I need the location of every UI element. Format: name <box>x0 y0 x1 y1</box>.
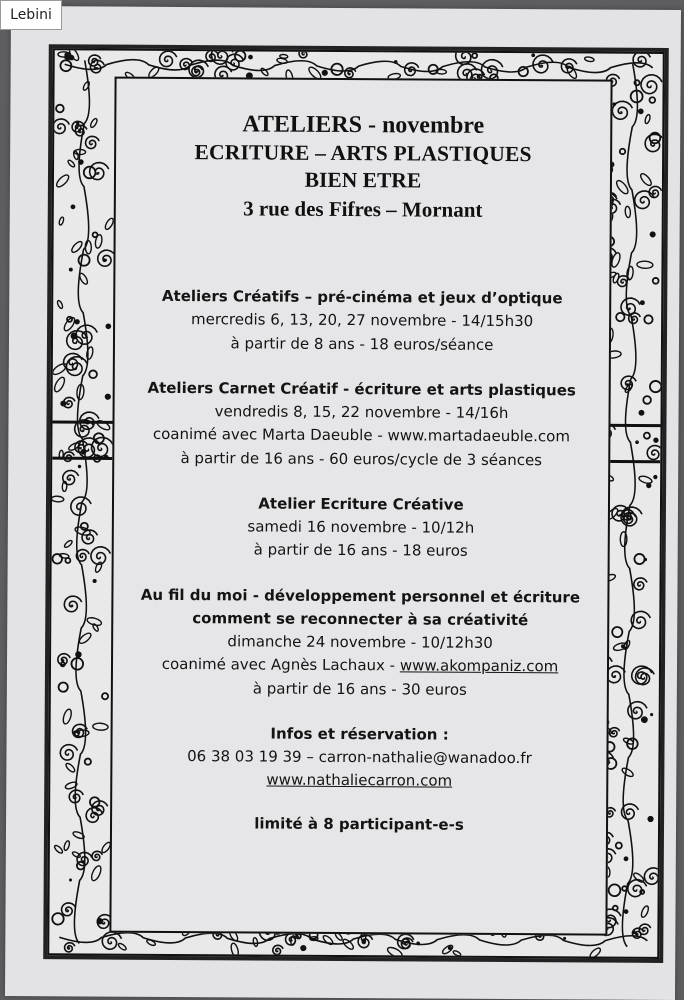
ornament-shape <box>452 950 461 957</box>
ornament-shape <box>69 55 75 61</box>
ornament-shape <box>89 118 98 129</box>
ornament-shape <box>640 300 645 305</box>
ornament-shape <box>644 433 650 439</box>
ornament-shape <box>650 231 656 237</box>
ornament-shape <box>626 266 634 280</box>
ornament-shape <box>624 856 629 861</box>
ornament-shape <box>71 332 78 339</box>
ornament-shape <box>622 886 627 891</box>
ornament-shape <box>73 150 79 160</box>
ornament-shape <box>441 944 454 955</box>
ornament-shape <box>322 934 334 946</box>
ornament-shape <box>71 204 76 209</box>
ornament-shape <box>53 376 67 393</box>
ornament-shape <box>53 119 69 134</box>
ornament-shape <box>93 579 97 583</box>
workshop-cohost <box>113 653 607 679</box>
participant-limit: limité à 8 participant-e-s <box>254 813 464 834</box>
ornament-shape <box>70 240 84 254</box>
workshop-section-4 <box>113 583 608 702</box>
ornament-shape <box>60 745 77 761</box>
ornament-shape <box>63 539 73 548</box>
ornament-shape <box>64 596 82 612</box>
workshop-price: à partir de 16 ans - 30 euros <box>252 678 467 699</box>
ornament-shape <box>322 70 328 76</box>
ornament-shape <box>649 97 655 103</box>
ornament-shape <box>55 173 71 189</box>
ornament-shape <box>56 300 63 309</box>
flyer-content <box>109 77 612 936</box>
ornament-shape <box>92 851 102 860</box>
akompaniz-link[interactable]: www.akompaniz.com <box>399 656 559 676</box>
ornament-shape <box>639 410 645 416</box>
ornament-shape <box>624 909 629 914</box>
ornament-shape <box>61 903 75 916</box>
ornament-shape <box>616 313 624 321</box>
ornament-shape <box>69 790 83 803</box>
ornament-shape <box>650 381 661 392</box>
ornament-shape <box>653 278 659 284</box>
ornament-shape <box>613 102 617 106</box>
ornament-shape <box>67 159 76 168</box>
workshop-subtitle: comment se reconnecter à sa créativité <box>192 608 529 629</box>
website-link[interactable]: www.nathaliecarron.com <box>266 770 453 790</box>
ornament-shape <box>89 370 97 378</box>
ornament-shape <box>230 942 240 956</box>
ornament-shape <box>637 261 653 269</box>
ornament-shape <box>563 937 566 940</box>
ornament-shape <box>86 346 94 359</box>
workshop-title: Atelier Ecriture Créative <box>258 494 464 514</box>
ornament-shape <box>146 939 156 947</box>
ornament-shape <box>65 558 70 563</box>
title-line-1: ATELIERS - novembre <box>242 111 485 139</box>
workshop-dates: samedi 16 novembre - 10/12h <box>247 517 475 537</box>
ornament-shape <box>63 470 79 484</box>
ornament-shape <box>160 51 177 67</box>
ornament-shape <box>345 68 356 78</box>
workshop-cohost: coanimé avec Marta Daeuble - www.martadaeuble.com <box>152 425 571 446</box>
workshop-dates: vendredis 8, 15, 22 novembre - 14/16h <box>214 402 509 423</box>
ornament-shape <box>78 255 89 266</box>
info-heading: Infos et réservation : <box>270 724 449 744</box>
ornament-shape <box>607 666 626 683</box>
ornament-shape <box>117 942 127 951</box>
ornament-shape <box>644 114 651 124</box>
ornament-shape <box>69 268 73 272</box>
ornament-shape <box>644 315 652 323</box>
ornament-shape <box>80 449 86 455</box>
workshop-title: Au fil du moi - développement personnel et écriture <box>140 585 581 606</box>
ornament-shape <box>78 465 81 468</box>
ornament-shape <box>65 762 76 773</box>
ornament-shape <box>416 941 420 945</box>
title-line-2: ECRITURE – ARTS PLASTIQUES <box>194 140 532 167</box>
workshop-title: Ateliers Carnet Créatif - écriture et arts plastiques <box>147 378 576 400</box>
ornament-shape <box>273 945 283 954</box>
ornament-shape <box>647 816 653 822</box>
ornament-shape <box>634 554 644 564</box>
ornament-shape <box>90 864 103 881</box>
ornament-shape <box>51 496 64 502</box>
ornament-shape <box>85 136 99 148</box>
title-address: 3 rue des Fifres – Mornant <box>243 196 483 222</box>
ornament-shape <box>52 420 112 423</box>
ornament-shape <box>102 693 108 699</box>
ornament-shape <box>621 298 640 315</box>
ornament-shape <box>75 651 82 658</box>
ornament-shape <box>62 708 73 725</box>
ornament-shape <box>53 844 63 854</box>
flyer-paper <box>5 6 681 1000</box>
ornament-shape <box>589 947 602 957</box>
ornament-shape <box>643 396 651 404</box>
ornament-shape <box>653 438 658 443</box>
flyer-title <box>116 109 611 224</box>
workshop-dates: mercredis 6, 13, 20, 27 novembre - 14/15h30 <box>190 310 534 331</box>
cohost-prefix: coanimé avec Agnès Lachaux - <box>161 655 400 675</box>
ornament-shape <box>632 872 645 884</box>
ornament-shape <box>105 394 111 400</box>
ornament-shape <box>52 554 62 564</box>
ornament-shape <box>97 918 103 924</box>
workshop-price: à partir de 16 ans - 60 euros/cycle de 3 séances <box>180 448 543 469</box>
ornament-shape <box>609 884 621 896</box>
ornament-shape <box>394 60 398 64</box>
ornament-shape <box>638 109 644 115</box>
ornament-shape <box>635 440 639 444</box>
ornament-shape <box>632 930 636 934</box>
ornament-shape <box>62 316 76 332</box>
ornament-shape <box>647 445 663 459</box>
ornament-shape <box>584 56 594 62</box>
ornament-shape <box>612 627 622 637</box>
workshop-section-2 <box>114 376 609 472</box>
ornament-shape <box>300 945 306 951</box>
ornament-shape <box>253 937 259 947</box>
info-section <box>112 721 606 794</box>
ornament-shape <box>65 943 75 952</box>
ornament-shape <box>51 362 68 377</box>
ornament-shape <box>638 475 653 485</box>
ornament-shape <box>59 682 68 691</box>
ornament-shape <box>58 217 64 226</box>
ornament-shape <box>641 716 648 723</box>
ornament-shape <box>60 401 66 407</box>
ornament-shape <box>641 75 662 94</box>
workshop-price: à partir de 8 ans - 18 euros/séance <box>230 333 494 354</box>
contact-line: 06 38 03 19 39 – carron-nathalie@wanadoo.fr <box>187 747 532 768</box>
ornament-shape <box>85 759 91 765</box>
ornament-shape <box>646 483 651 488</box>
ornament-shape <box>625 206 631 218</box>
ornament-shape <box>86 616 102 627</box>
workshop-section-3 <box>114 491 608 564</box>
ornament-shape <box>531 53 535 57</box>
ornament-shape <box>635 191 655 209</box>
ornament-shape <box>63 840 70 851</box>
ornament-shape <box>620 532 627 547</box>
ornament-shape <box>644 868 662 885</box>
watermark-logo: Lebini <box>0 0 62 30</box>
ornament-shape <box>105 323 111 329</box>
ornament-shape <box>52 457 112 460</box>
workshop-dates: dimanche 24 novembre - 10/12h30 <box>227 632 493 652</box>
title-line-3: BIEN ETRE <box>304 167 422 193</box>
ornament-shape <box>653 475 657 479</box>
ornament-shape <box>299 50 310 58</box>
ornament-shape <box>634 578 647 590</box>
ornament-shape <box>621 767 635 778</box>
ornament-shape <box>93 723 109 731</box>
ornament-shape <box>650 713 653 716</box>
ornament-shape <box>640 905 650 918</box>
ornament-shape <box>472 53 477 58</box>
ornament-shape <box>620 149 625 154</box>
workshop-title: Ateliers Créatifs – pré-cinéma et jeux d’optique <box>161 286 563 308</box>
ornament-shape <box>280 54 288 58</box>
ornament-shape <box>639 172 653 187</box>
ornament-shape <box>616 842 622 848</box>
workshop-section-1 <box>115 285 609 358</box>
ornament-shape <box>56 105 64 113</box>
ornament-shape <box>78 272 89 285</box>
ornament-shape <box>248 55 253 60</box>
ornament-shape <box>78 159 84 165</box>
ornament-shape <box>69 879 72 882</box>
workshop-price: à partir de 16 ans - 18 euros <box>253 540 468 561</box>
ornament-shape <box>634 80 639 85</box>
ornament-shape <box>52 913 64 925</box>
ornament-shape <box>649 186 662 197</box>
